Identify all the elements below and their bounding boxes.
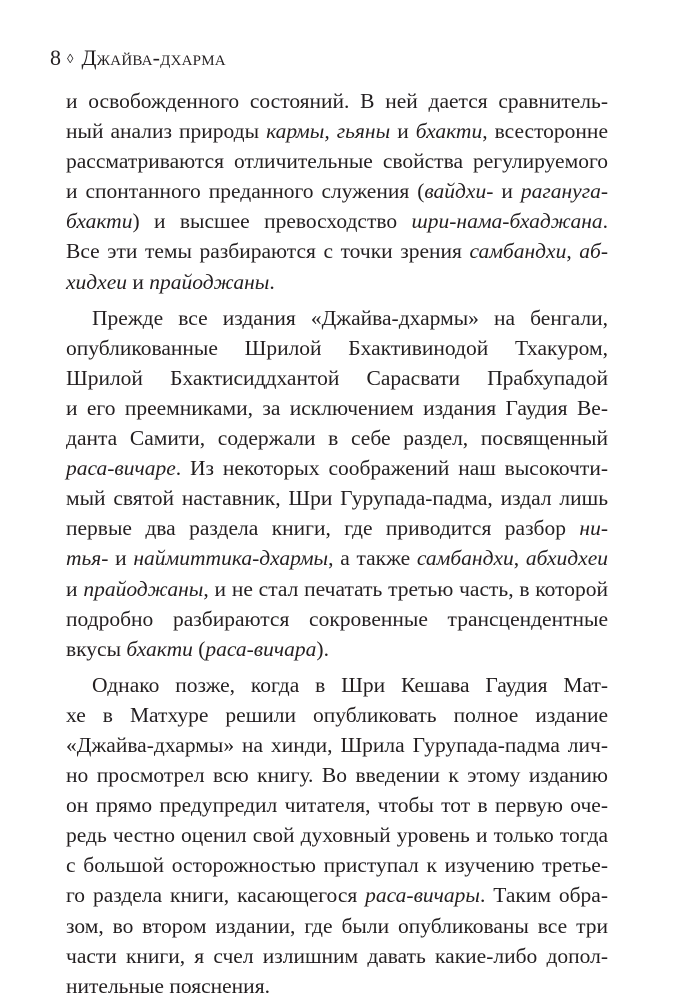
text-line	[66, 363, 608, 393]
text-line	[66, 483, 608, 513]
text-run: части книги, я счел излишним давать какие-либо допол-	[66, 943, 608, 968]
text-run: и его преемниками, за исключением издания Гаудия Ве-	[66, 395, 608, 420]
text-line	[66, 574, 608, 604]
text-run: (	[192, 636, 206, 661]
italic-term: ни-	[579, 516, 608, 541]
text-run: .	[602, 209, 608, 234]
text-line	[66, 86, 608, 116]
italic-term: раса-вичары	[365, 883, 480, 908]
text-run: хе в Матхуре решили опубликовать полное издание	[66, 702, 608, 727]
text-line	[66, 146, 608, 176]
text-run: нительные пояснения.	[66, 973, 270, 998]
text-line	[66, 700, 608, 730]
running-head	[50, 44, 226, 73]
text-run: Все эти темы разбираются с точки зрения	[66, 239, 470, 264]
text-run: Шрилой Бхактисиддхантой Сарасвати Прабхупадой	[66, 365, 608, 390]
text-line	[66, 116, 608, 146]
text-run: Прежде все издания «Джайва-дхармы» на бенгали,	[92, 305, 608, 330]
text-run: ный анализ природы	[66, 119, 267, 144]
italic-term: раса-вичаре	[66, 456, 176, 481]
italic-term: шри-нама-бхаджана	[411, 209, 603, 234]
text-run: мый святой наставник, Шри Гурупада-падма, издал лишь	[66, 486, 608, 511]
paragraph	[66, 670, 608, 1001]
text-line	[66, 760, 608, 790]
italic-term: наймиттика-дхармы	[133, 546, 329, 571]
text-line	[66, 267, 608, 297]
text-run: , а также	[328, 546, 417, 571]
text-run: ).	[316, 636, 329, 661]
text-line	[66, 790, 608, 820]
italic-term: раса-вичара	[205, 636, 317, 661]
text-run: вкусы	[66, 636, 127, 661]
text-run: данта Самити, содержали в себе раздел, посвященный	[66, 426, 608, 451]
italic-term: прайоджаны	[149, 269, 270, 294]
text-run: ,	[566, 239, 580, 264]
text-run: го раздела книги, касающегося	[66, 883, 366, 908]
text-run: ,	[513, 546, 526, 571]
text-line	[66, 911, 608, 941]
text-line	[66, 543, 608, 573]
text-line	[66, 880, 608, 910]
text-run: и спонтанного преданного служения (	[66, 179, 425, 204]
italic-term: хидхеи	[66, 269, 128, 294]
italic-term: бхакти	[415, 119, 483, 144]
paragraph	[66, 86, 608, 297]
paragraph	[66, 303, 608, 664]
text-line	[66, 820, 608, 850]
text-line	[66, 206, 608, 236]
text-line	[66, 604, 608, 634]
text-run: он прямо предупредил читателя, чтобы тот в первую оче-	[66, 793, 608, 818]
running-title: Джайва-дхарма	[81, 45, 226, 70]
text-line	[66, 513, 608, 543]
italic-term: вайдхи-	[424, 179, 494, 204]
text-line	[66, 850, 608, 880]
text-run: . Таким обра-	[479, 883, 609, 908]
text-run: первые два раздела книги, где приводится разбор	[66, 516, 580, 541]
text-run: и освобожденного состояний. В ней дается сравнитель-	[66, 89, 608, 113]
text-line	[66, 971, 608, 1001]
body-text	[66, 86, 608, 1001]
italic-term: тья-	[66, 546, 109, 571]
text-line	[66, 303, 608, 333]
text-run: и	[66, 576, 84, 601]
text-run: ) и высшее превосходство	[132, 209, 412, 234]
text-run: «Джайва-дхармы» на хинди, Шрила Гурупада-падма лич-	[66, 732, 608, 757]
text-run: . Из некоторых соображений наш высокочти-	[175, 456, 608, 481]
text-run: и	[108, 546, 134, 571]
text-run: и	[493, 179, 521, 204]
diamond-ornament-icon: ◊	[67, 51, 74, 66]
text-line	[66, 333, 608, 363]
text-run: но просмотрел всю книгу. Во введении к этому изданию	[66, 763, 608, 788]
text-run: , всесторонне	[482, 119, 608, 144]
text-line	[66, 941, 608, 971]
italic-term: бхакти	[66, 209, 133, 234]
text-line	[66, 176, 608, 206]
text-run: рассматриваются отличительные свойства регулируемого	[66, 149, 608, 174]
italic-term: самбандхи	[416, 546, 514, 571]
page-number: 8	[50, 45, 61, 70]
text-run: Однако позже, когда в Шри Кешава Гаудия Мат-	[92, 672, 608, 697]
text-line	[66, 634, 608, 664]
text-line	[66, 670, 608, 700]
italic-term: самбандхи	[469, 239, 567, 264]
text-run: .	[269, 269, 275, 294]
text-run: опубликованные Шрилой Бхактивинодой Тхакуром,	[66, 335, 608, 360]
text-line	[66, 393, 608, 423]
text-run: редь честно оценил свой духовный уровень и только тогда	[66, 823, 608, 848]
italic-term: аб-	[579, 239, 609, 264]
italic-term: рагануга-	[520, 179, 608, 204]
italic-term: бхакти	[126, 636, 193, 661]
text-run: зом, во втором издании, где были опубликованы все три	[66, 913, 608, 938]
text-line	[66, 730, 608, 760]
italic-term: кармы, гьяны	[266, 119, 391, 144]
text-run: и	[390, 119, 416, 144]
italic-term: прайоджаны	[83, 576, 204, 601]
text-line	[66, 423, 608, 453]
text-line	[66, 236, 608, 266]
italic-term: абхидхеи	[525, 546, 608, 571]
text-run: подробно разбираются сокровенные трансцендентные	[66, 606, 608, 631]
text-run: и	[127, 269, 150, 294]
text-run: с большой осторожностью приступал к изучению третье-	[66, 853, 608, 878]
text-run: , и не стал печатать третью часть, в которой	[203, 576, 608, 601]
text-line	[66, 453, 608, 483]
